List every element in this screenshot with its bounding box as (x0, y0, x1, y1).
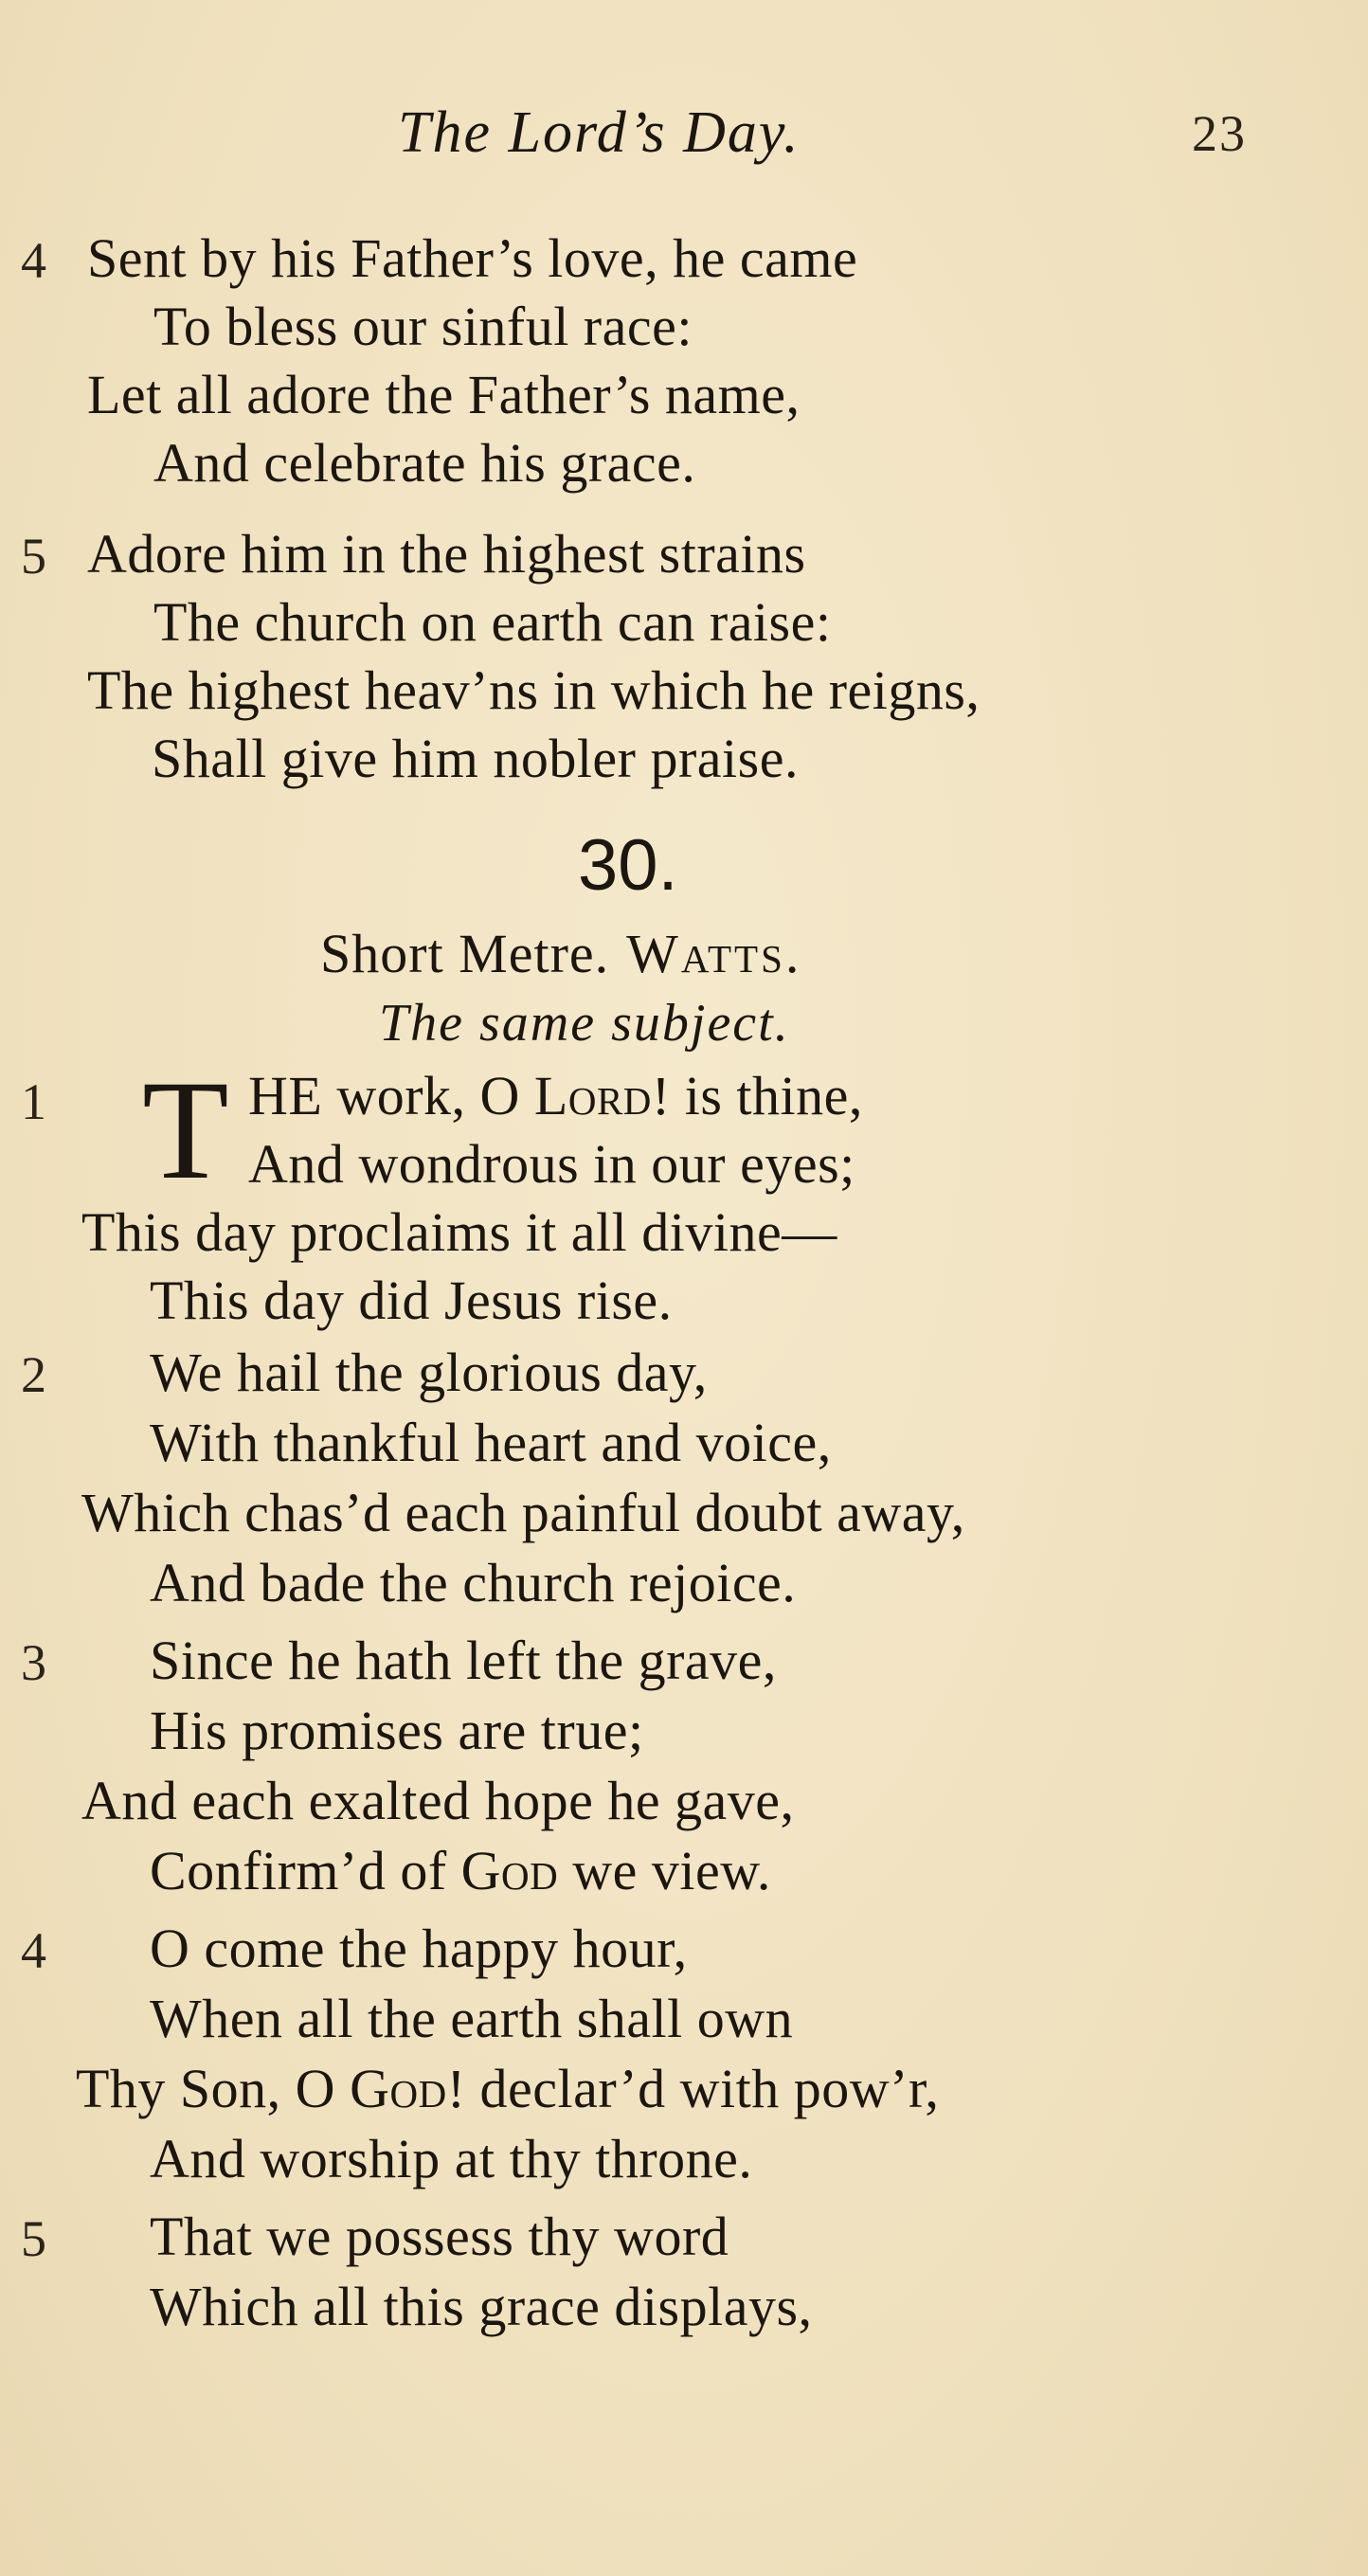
verse-line: Which all this grace displays, (150, 2276, 813, 2337)
author-name: Watts. (626, 923, 802, 984)
verse-line: O come the happy hour, (150, 1918, 688, 1979)
verse-number: 5 (21, 2210, 46, 2267)
verse-line: With thankful heart and voice, (150, 1412, 832, 1473)
verse-line: This day proclaims it all divine— (81, 1201, 837, 1263)
running-head-title: The Lord’s Day. (398, 100, 801, 165)
verse-line (248, 1065, 863, 1126)
god-word: God (350, 2058, 447, 2119)
verse-line: This day did Jesus rise. (150, 1270, 673, 1331)
verse-line: The highest heav’ns in which he reigns, (87, 659, 981, 721)
line-text: we view. (558, 1840, 771, 1901)
verse-number: 1 (21, 1073, 46, 1130)
line-text: ! is thine, (651, 1065, 863, 1126)
drop-cap: T (142, 1052, 229, 1209)
verse-line: When all the earth shall own (150, 1988, 794, 2049)
page-number: 23 (1192, 105, 1247, 162)
line-text: ! declar’d with pow’r, (446, 2058, 940, 2119)
line-text: Confirm’d of (150, 1840, 461, 1901)
line-text: Thy Son, O (76, 2058, 351, 2119)
verse-number: 2 (21, 1346, 46, 1403)
verse-line: And wondrous in our eyes; (248, 1133, 855, 1195)
line-text: HE work, O (248, 1065, 534, 1126)
verse-line: The church on earth can raise: (153, 591, 832, 653)
verse-line: To bless our sinful race: (153, 296, 693, 357)
lord-word: Lord (533, 1065, 652, 1126)
verse-line: Shall give him nobler praise. (152, 728, 799, 789)
verse-line (76, 2058, 940, 2119)
verse-line: Which chas’d each painful doubt away, (81, 1482, 965, 1543)
verse-line: His promises are true; (150, 1700, 644, 1761)
verse-line: And each exalted hope he gave, (81, 1770, 795, 1831)
verse-number: 4 (21, 1922, 46, 1979)
meter-label: Short Metre. (320, 923, 610, 984)
verse-line: And bade the church rejoice. (150, 1552, 797, 1613)
verse-line: And celebrate his grace. (153, 432, 696, 494)
verse-line: Sent by his Father’s love, he came (87, 227, 858, 289)
verse-line: And worship at thy throne. (150, 2128, 753, 2189)
hymn-meter (320, 923, 802, 984)
god-word: God (460, 1840, 559, 1901)
hymn-subject: The same subject. (379, 994, 790, 1053)
verse-number: 5 (21, 528, 46, 585)
hymn-number: 30. (578, 825, 678, 906)
verse-line: Adore him in the highest strains (87, 523, 806, 585)
verse-line: Let all adore the Father’s name, (87, 364, 801, 425)
verse-line (150, 1840, 771, 1901)
verse-line: Since he hath left the grave, (150, 1630, 777, 1691)
verse-line: We hail the glorious day, (150, 1342, 708, 1403)
verse-line: That we possess thy word (150, 2206, 729, 2267)
verse-number: 4 (21, 232, 46, 289)
verse-number: 3 (21, 1634, 46, 1691)
